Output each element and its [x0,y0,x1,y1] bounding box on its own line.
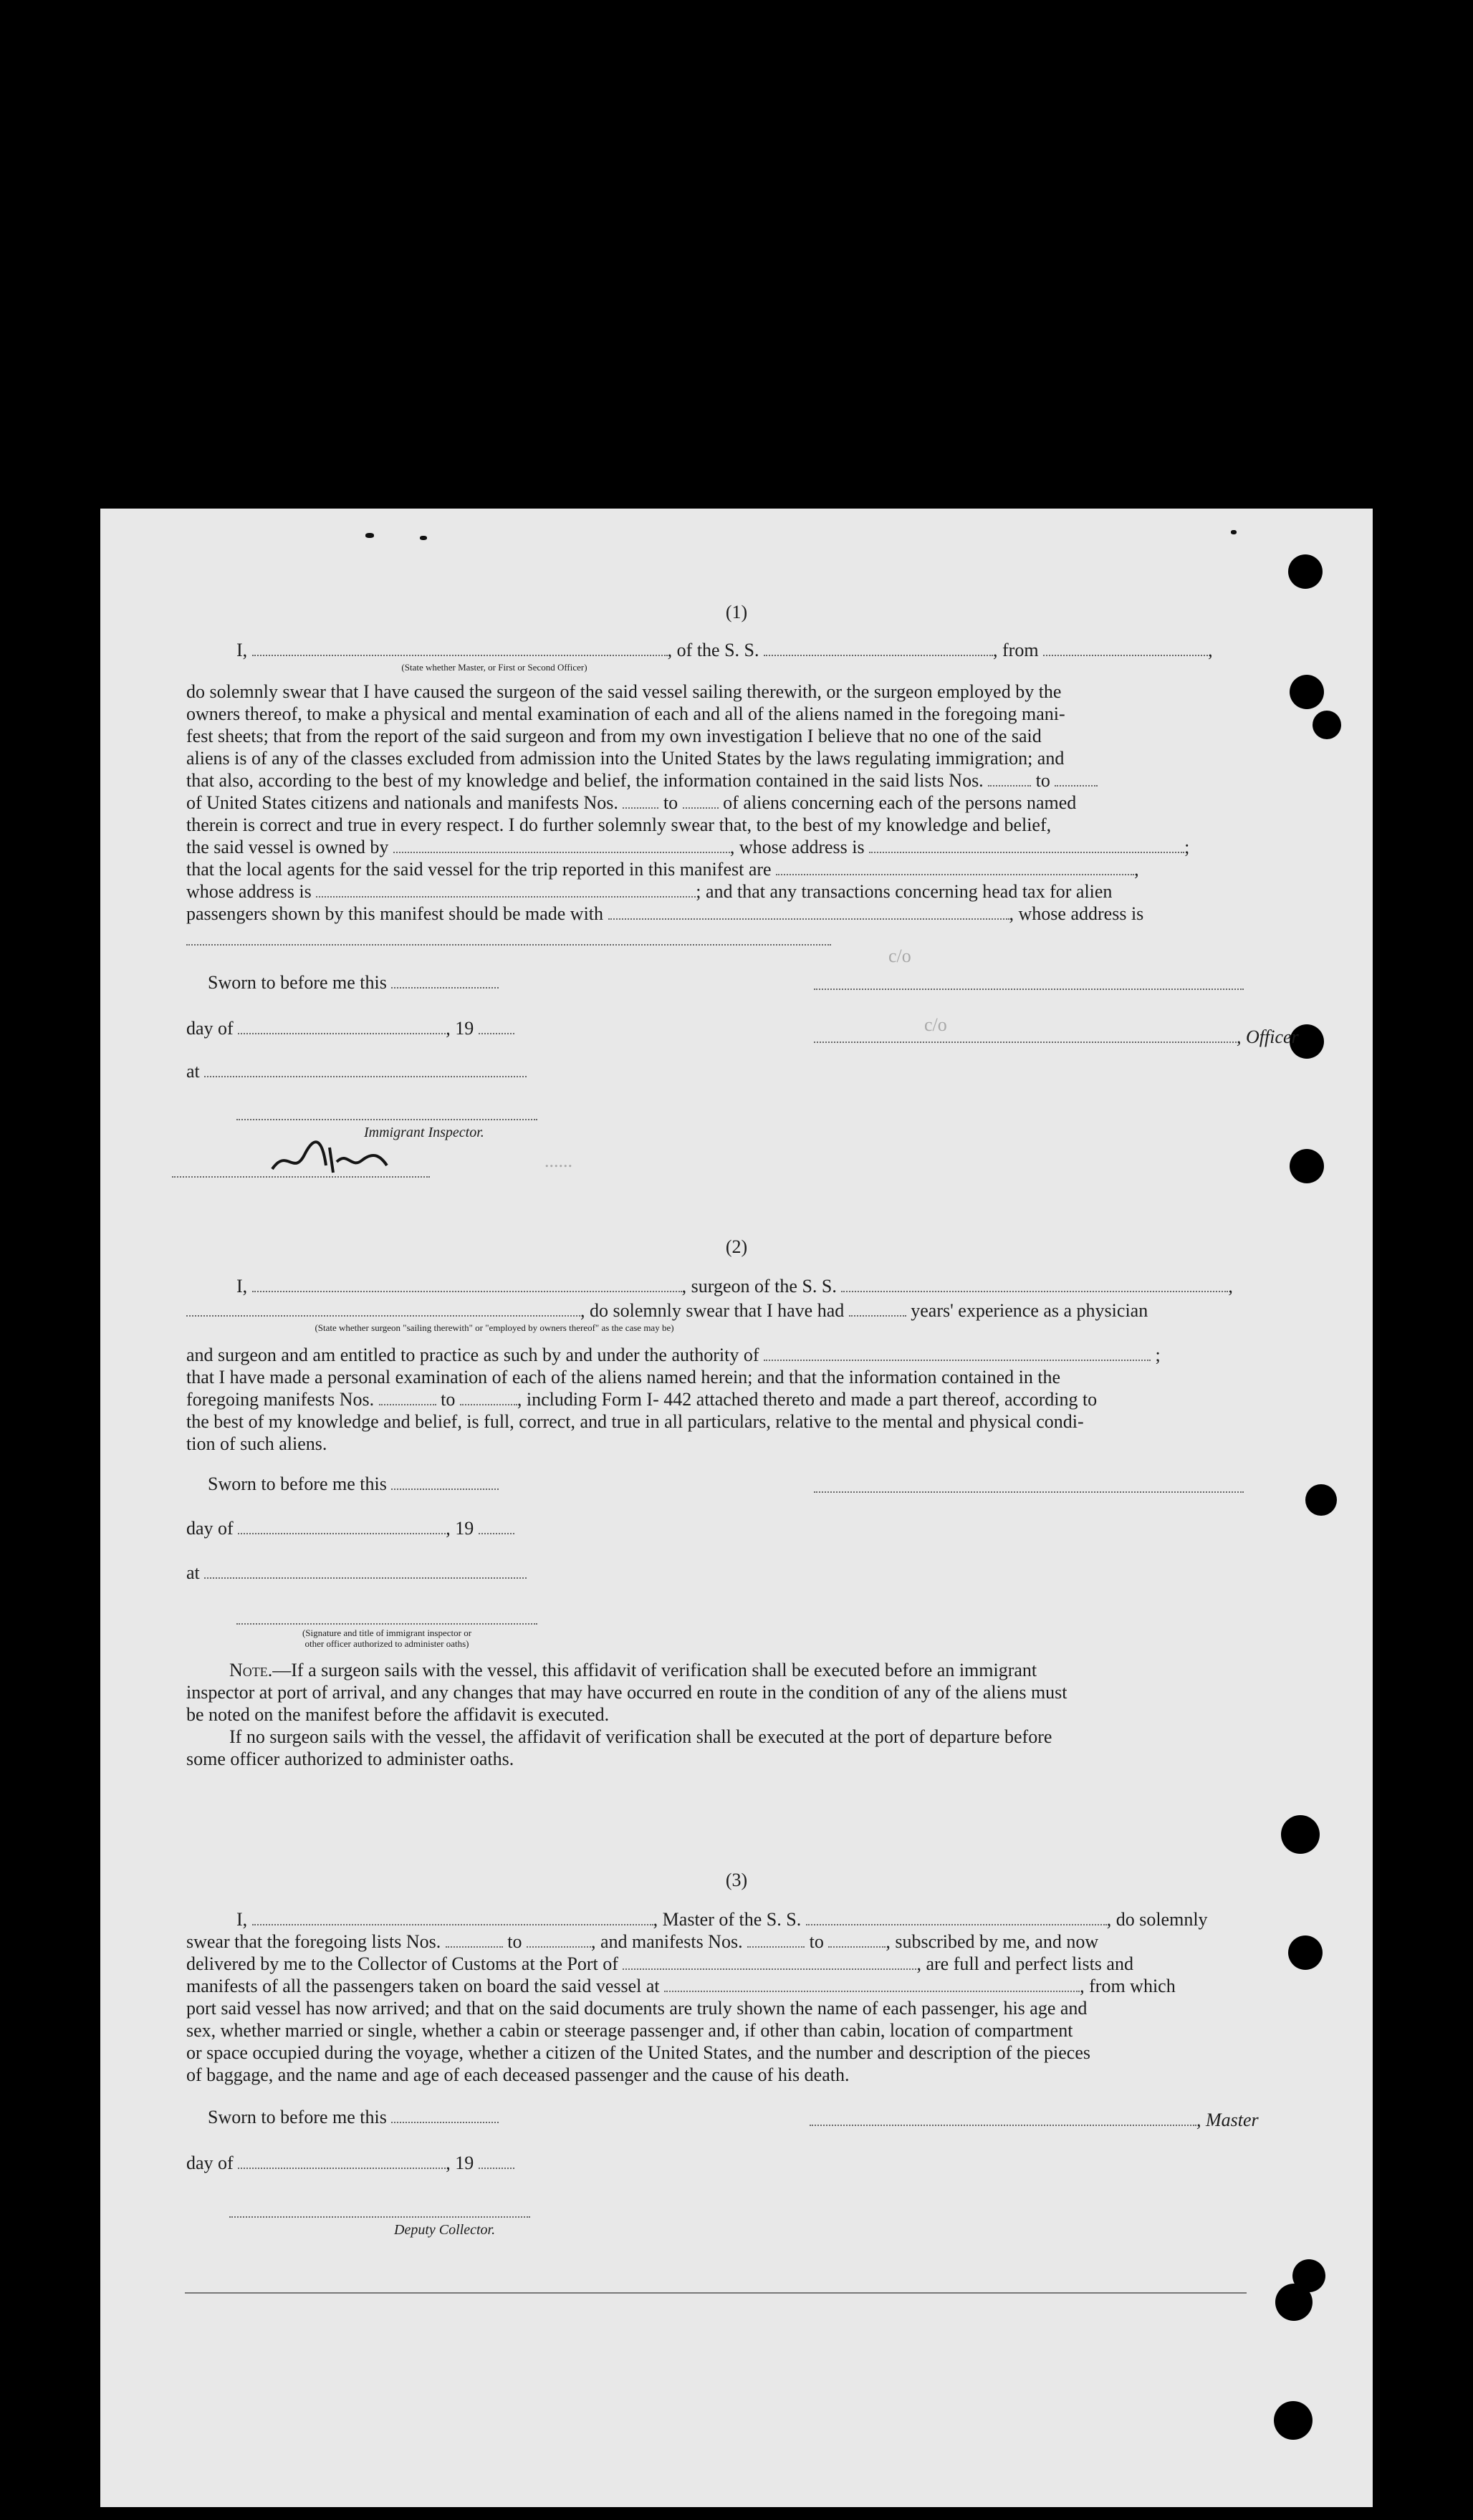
master-vessel-field[interactable] [806,1908,1107,1925]
ink-speck [420,536,427,540]
paragraph-line: fest sheets; that from the report of the said surgeon and from my own investigation I believe that no one of the said [186,726,1042,746]
year-field[interactable] [479,1017,514,1034]
authority-field[interactable] [764,1344,1151,1361]
paragraph-line: passengers shown by this manifest should be made with , whose address is [186,903,1144,924]
paragraph-line: port said vessel has now arrived; and that on the said documents are truly shown the name of each passenger, his age and [186,1998,1088,2019]
master-name-field[interactable] [252,1908,653,1925]
binder-hole [1290,675,1324,709]
paragraph-line: tion of such aliens. [186,1433,327,1454]
paragraph-line: delivered by me to the Collector of Customs at the Port of , are full and perfect lists and [186,1953,1133,1974]
local-agents-field[interactable] [776,858,1134,875]
signature-note: (Signature and title of immigrant inspector or other officer authorized to administer oaths) [302,1627,472,1649]
binder-hole [1290,1149,1324,1183]
paragraph-line: sex, whether married or single, whether a cabin or steerage passenger and, if other than cabin, location of compartment [186,2020,1073,2041]
surgeon-signature-line[interactable] [814,1491,1244,1493]
surgeon-line: I, , surgeon of the S. S. , [236,1276,1233,1297]
years-field[interactable] [849,1299,906,1317]
officer-signature-line[interactable] [814,989,1244,990]
inspector-label: Immigrant Inspector. [364,1125,484,1140]
owner-address-field[interactable] [869,836,1184,853]
paragraph-line: do solemnly swear that I have caused the surgeon of the said vessel sailing therewith, or the surgeon employed by the [186,681,1062,702]
note-line: inspector at port of arrival, and any changes that may have occurred en route in the condition of any of the aliens must [186,1682,1067,1703]
master-signature-row: , Master [810,2109,1268,2131]
paragraph-line: that I have made a personal examination of each of the aliens named herein; and that the information contained in the [186,1367,1061,1388]
experience-line: , do solemnly swear that I have had years' experience as a physician [186,1299,1261,1322]
paragraph-line: manifests of all the passengers taken on board the said vessel at , from which [186,1976,1176,1996]
address-continuation-line [186,944,831,946]
head-tax-agent-field[interactable] [608,903,1009,920]
paragraph-line: the said vessel is owned by , whose address is ; [186,837,1190,857]
master-manifests-from-field[interactable] [747,1930,805,1948]
sworn-date-field[interactable] [391,971,499,989]
from-port-field[interactable] [1043,639,1208,656]
at-place-field[interactable] [204,1562,527,1579]
master-lists-to-field[interactable] [527,1930,591,1948]
binder-hole [1313,711,1341,739]
bottom-rule [185,2292,1247,2294]
ink-speck [365,533,374,538]
year-field[interactable] [479,1517,514,1534]
paragraph-line: foregoing manifests Nos. to , including Form I- 442 attached thereto and made a part thereof, according to [186,1389,1098,1410]
master-lists-from-field[interactable] [446,1930,503,1948]
sworn-date-field[interactable] [391,1473,499,1490]
vessel-name-field[interactable] [764,639,993,656]
binder-hole [1288,554,1323,589]
embarkation-field[interactable] [664,1975,1080,1992]
inspector-signature-line[interactable] [236,1119,537,1120]
paragraph-line: of baggage, and the name and age of each deceased passenger and the cause of his death. [186,2064,850,2085]
surgeon-vessel-field[interactable] [841,1275,1228,1292]
lists-from-field[interactable] [988,769,1031,787]
bleed-through-text: c/o [888,946,911,966]
manifests-to-field[interactable] [683,792,719,809]
master-manifests-to-field[interactable] [828,1930,886,1948]
binder-hole [1281,1815,1320,1854]
officer-signature-row: , Officer [814,1026,1272,1048]
binder-hole [1274,2401,1313,2440]
surgeon-status-field[interactable] [186,1299,580,1317]
binder-hole [1288,1935,1323,1970]
at-place-field[interactable] [204,1060,527,1077]
paragraph-line: that the local agents for the said vessel for the trip reported in this manifest are , [186,859,1139,880]
section-number: (2) [725,1236,748,1257]
owner-field[interactable] [393,836,730,853]
note-line: Note.—If a surgeon sails with the vessel, this affidavit of verification shall be executed before an immigrant [229,1660,1037,1680]
paragraph-line: owners thereof, to make a physical and mental examination of each and all of the aliens named in the foregoing mani- [186,703,1065,724]
paragraph-line: swear that the foregoing lists Nos. to , and manifests Nos. to , subscribed by me, and now [186,1931,1099,1952]
day-line: day of , 19 [186,1017,1261,1039]
binder-hole [1305,1484,1337,1516]
signature-trail [172,1176,430,1178]
bleed-through-text: ...... [544,1150,572,1171]
note-line: some officer authorized to administer oaths. [186,1749,514,1769]
binder-hole [1275,2284,1313,2321]
manifest-page [100,509,1373,2507]
day-field[interactable] [238,1517,446,1534]
manifests-from-field[interactable] [623,792,658,809]
note-line: be noted on the manifest before the affidavit is executed. [186,1704,610,1725]
authorized-officer-signature-line[interactable] [236,1623,537,1625]
deputy-signature-line[interactable] [229,2216,530,2218]
deputy-label: Deputy Collector. [394,2222,496,2238]
section-number: (3) [725,1870,748,1890]
paragraph-line: of United States citizens and nationals and manifests Nos. to of aliens concerning each of the persons named [186,792,1077,813]
year-field[interactable] [479,2152,514,2169]
paragraph-line: the best of my knowledge and belief, is full, correct, and true in all particulars, relative to the mental and physical condi- [186,1411,1084,1432]
sworn-line: Sworn to before me this [186,2106,1261,2128]
paragraph-line: whose address is ; and that any transactions concerning head tax for alien [186,881,1113,902]
paragraph-line: aliens is of any of the classes excluded from admission into the United States by the laws regulating immigration; and [186,748,1065,769]
note-line: If no surgeon sails with the vessel, the affidavit of verification shall be executed at the port of departure before [229,1726,1052,1747]
officer-line: I, , of the S. S. , from , [236,640,1213,660]
sworn-line: Sworn to before me this [186,1473,1261,1495]
officer-name-field[interactable] [252,639,668,656]
surgeon-manifests-from-field[interactable] [379,1388,436,1405]
master-signature-field[interactable] [810,2109,1196,2126]
paragraph-line: or space occupied during the voyage, whether a citizen of the United States, and the number and description of the pieces [186,2042,1091,2063]
day-field[interactable] [238,2152,446,2169]
officer-signature-field[interactable] [814,1026,1237,1043]
paragraph-line: that also, according to the best of my knowledge and belief, the information contained in the said lists Nos. to [186,769,1261,792]
at-line: at [186,1060,1261,1082]
bleed-through-text: c/o [924,1014,947,1035]
lists-to-field[interactable] [1055,769,1098,787]
surgeon-manifests-to-field[interactable] [460,1388,517,1405]
surgeon-name-field[interactable] [252,1275,682,1292]
sworn-date-field[interactable] [391,2106,499,2123]
master-line: I, , Master of the S. S. , do solemnly [236,1909,1208,1930]
agents-address-field[interactable] [316,880,696,898]
paragraph-line: therein is correct and true in every respect. I do further solemnly swear that, to the best of my knowledge and belief, [186,814,1052,835]
port-field[interactable] [623,1953,916,1970]
sworn-line: Sworn to before me this [186,971,1261,994]
day-line: day of , 19 [186,2152,1261,2174]
officer-note: (State whether Master, or First or Second Officer) [401,662,587,673]
paragraph-line: and surgeon and am entitled to practice as such by and under the authority of ; [186,1345,1161,1365]
surgeon-note: (State whether surgeon "sailing therewith" or "employed by owners thereof" as the case may be) [315,1322,674,1333]
section-number: (1) [725,602,748,622]
day-line: day of , 19 [186,1517,1261,1539]
at-line: at [186,1562,1261,1584]
ink-speck [1231,530,1237,534]
day-field[interactable] [238,1017,446,1034]
